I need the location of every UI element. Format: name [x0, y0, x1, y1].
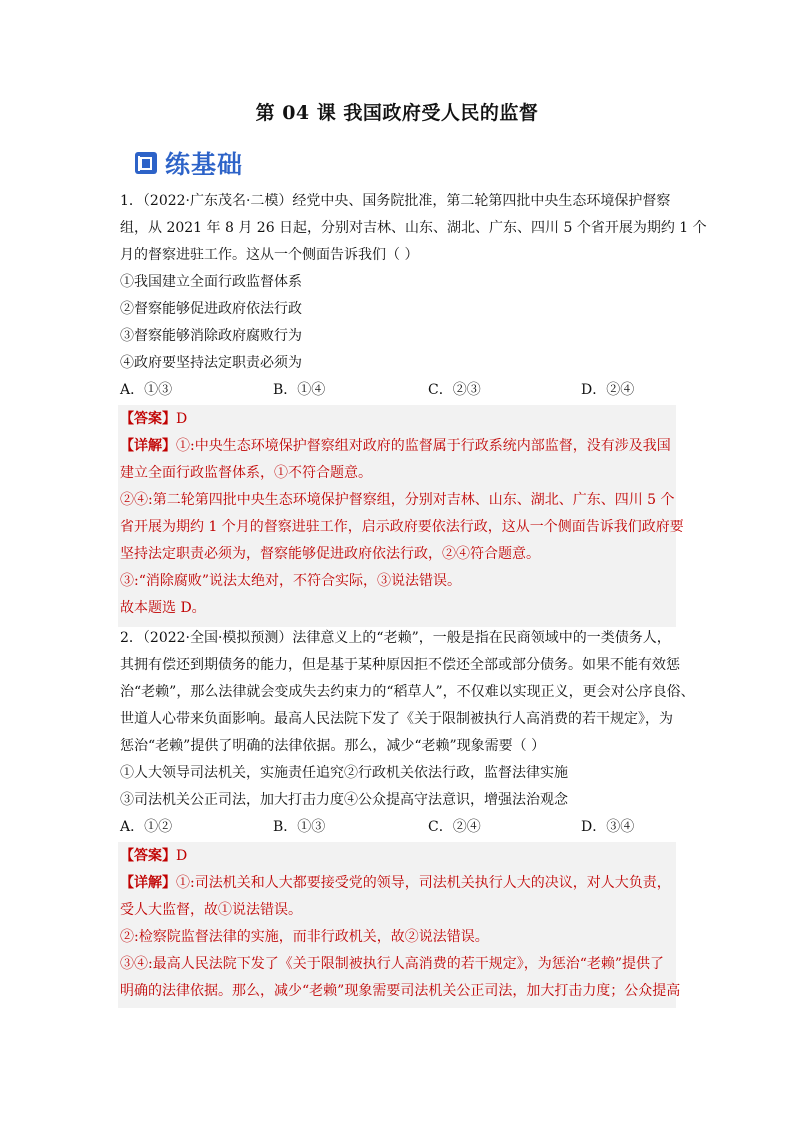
q1-stem-line: 组，从 2021 年 8 月 26 日起，分别对吉林、山东、湖北、广东、四川 5 个省开展为期约 1 个 [120, 220, 707, 236]
q1-conclusion: 故本题选 D。 [120, 600, 206, 616]
q1-detail-line: 建立全面行政监督体系，①不符合题意。 [120, 465, 372, 481]
q2-option-c: C．②④ [428, 819, 481, 835]
q1-detail-line: ②④:第二轮第四批中央生态环境保护督察组，分别对吉林、山东、湖北、广东、四川 5 个 [120, 492, 675, 508]
q2-stem-line: 世道人心带来负面影响。最高人民法院下发了《关于限制被执行人高消费的若干规定》，为 [120, 711, 673, 727]
q2-stem-line: 其拥有偿还到期债务的能力，但是基于某种原因拒不偿还全部或部分债务。如果不能有效惩 [120, 657, 680, 673]
q2-detail-line: 【详解】①:司法机关和人大都要接受党的领导，司法机关执行人大的决议，对人大负责， [120, 875, 671, 891]
q1-statement: ④政府要坚持法定职责必须为 [120, 355, 302, 371]
q2-answer: 【答案】D [120, 848, 188, 864]
section-label: 练基础 [165, 150, 244, 179]
book-icon [133, 150, 159, 176]
q1-statement: ③督察能够消除政府腐败行为 [120, 328, 302, 344]
q2-option-a: A．①② [120, 819, 173, 835]
section-header [133, 146, 243, 180]
q2-stem-line: 惩治“老赖”提供了明确的法律依据。那么，减少“老赖”现象需要（ ） [120, 738, 546, 754]
q1-detail-line: 【详解】①:中央生态环境保护督察组对政府的监督属于行政系统内部监督，没有涉及我国 [120, 438, 671, 454]
q2-detail-line: 受人大监督，故①说法错误。 [120, 902, 302, 918]
q1-detail-line: ③:“消除腐败”说法太绝对，不符合实际，③说法错误。 [120, 573, 462, 589]
q2-option-d: D．③④ [581, 819, 635, 835]
q2-statement: ③司法机关公正司法，加大打击力度④公众提高守法意识，增强法治观念 [120, 792, 568, 808]
q1-option-b: B．①④ [273, 382, 326, 398]
q1-detail-line: 省开展为期约 1 个月的督察进驻工作，启示政府要依法行政，这从一个侧面告诉我们政府要 [120, 519, 684, 535]
q2-detail-line: ③④:最高人民法院下发了《关于限制被执行人高消费的若干规定》，为惩治“老赖”提供了 [120, 956, 665, 972]
q1-detail-line: 坚持法定职责必须为，督察能够促进政府依法行政，②④符合题意。 [120, 546, 540, 562]
q2-detail-line: ②:检察院监督法律的实施，而非行政机关，故②说法错误。 [120, 929, 489, 945]
q1-option-d: D．②④ [581, 382, 635, 398]
q2-detail-line: 明确的法律依据。那么，减少“老赖”现象需要司法机关公正司法，加大打击力度；公众提高 [120, 983, 681, 999]
q1-stem-line: 月的督察进驻工作。这从一个侧面告诉我们（ ） [120, 247, 419, 263]
q2-statement: ①人大领导司法机关，实施责任追究②行政机关依法行政，监督法律实施 [120, 765, 568, 781]
q1-option-a: A．①③ [120, 382, 173, 398]
page-title: 第 04 课 我国政府受人民的监督 [255, 102, 539, 124]
q2-option-b: B．①③ [273, 819, 326, 835]
q1-answer: 【答案】D [120, 411, 188, 427]
q2-stem-line: 治“老赖”，那么法律就会变成失去约束力的“稻草人”，不仅难以实现正义，更会对公序良俗、 [120, 684, 695, 700]
q1-option-c: C．②③ [428, 382, 481, 398]
q1-statement: ②督察能够促进政府依法行政 [120, 301, 302, 317]
q1-statement: ①我国建立全面行政监督体系 [120, 274, 302, 290]
q1-stem-line: 1．（2022·广东茂名·二模）经党中央、国务院批准，第二轮第四批中央生态环境保护督察 [120, 193, 671, 209]
q2-stem-line: 2．（2022·全国·模拟预测）法律意义上的“老赖”，一般是指在民商领域中的一类债务人， [120, 630, 671, 646]
